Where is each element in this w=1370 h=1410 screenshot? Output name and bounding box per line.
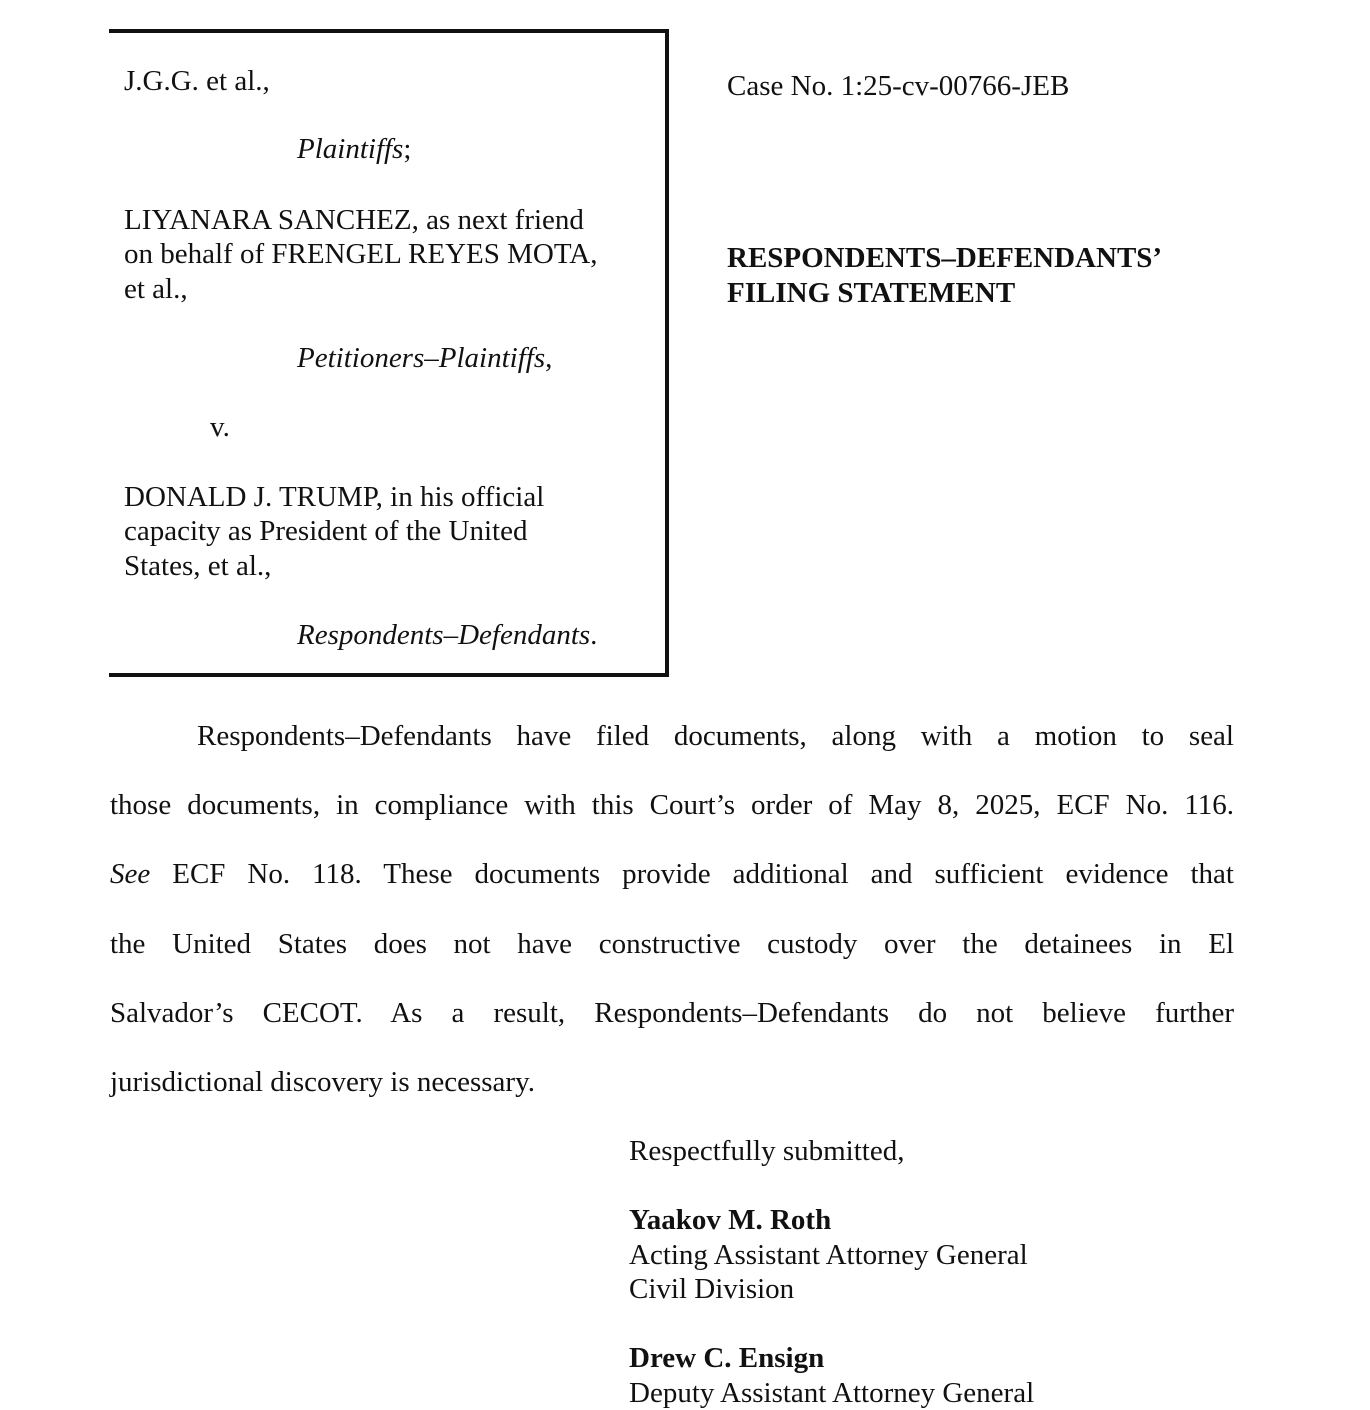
- party-3-role-punct: .: [590, 619, 598, 651]
- party-1-name: J.G.G. et al.,: [124, 65, 270, 97]
- party-3-line-1: DONALD J. TRUMP, in his official: [124, 481, 545, 513]
- signer-1-title-2: Civil Division: [629, 1273, 795, 1305]
- party-3-role-label: Respondents–Defendants: [297, 619, 591, 651]
- body-line-3: [110, 857, 1234, 891]
- party-2-line-3: et al.,: [124, 273, 188, 305]
- body-line-5: Salvador’s CECOT. As a result, Respondents–Defendants do not believe further: [110, 997, 1234, 1029]
- versus-label: v.: [210, 411, 230, 443]
- document-title-line-1: RESPONDENTS–DEFENDANTS’: [727, 242, 1163, 274]
- signer-2-title-1: Deputy Assistant Attorney General: [629, 1377, 1035, 1409]
- party-2-role: [297, 341, 552, 375]
- party-3-role: [297, 618, 597, 652]
- party-3-line-3: States, et al.,: [124, 550, 272, 582]
- body-line-2: those documents, in compliance with this Court’s order of May 8, 2025, ECF No. 116.: [110, 789, 1234, 821]
- body-line-6: jurisdictional discovery is necessary.: [110, 1066, 535, 1098]
- party-1-role-label: Plaintiffs: [297, 133, 404, 165]
- party-2-role-label: Petitioners–Plaintiffs: [297, 342, 546, 374]
- body-line-1: Respondents–Defendants have filed documents, along with a motion to seal: [197, 720, 1234, 752]
- signer-2-name: Drew C. Ensign: [629, 1342, 825, 1374]
- body-line-4: the United States does not have constructive custody over the detainees in El: [110, 928, 1234, 960]
- see-signal: See: [110, 858, 151, 890]
- party-1-role-punct: ;: [403, 133, 412, 165]
- closing-phrase: Respectfully submitted,: [629, 1135, 905, 1167]
- signer-1-title-1: Acting Assistant Attorney General: [629, 1239, 1028, 1271]
- document-title-line-2: FILING STATEMENT: [727, 277, 1016, 309]
- case-number: Case No. 1:25-cv-00766-JEB: [727, 70, 1070, 102]
- signer-1-name: Yaakov M. Roth: [629, 1204, 832, 1236]
- party-2-line-1: LIYANARA SANCHEZ, as next friend: [124, 204, 584, 236]
- body-line-3-text: ECF No. 118. These documents provide additional and sufficient evidence that: [150, 858, 1234, 890]
- party-3-line-2: capacity as President of the United: [124, 515, 528, 547]
- party-1-role: [297, 132, 411, 166]
- party-2-role-punct: ,: [545, 342, 553, 374]
- party-2-line-2: on behalf of FRENGEL REYES MOTA,: [124, 238, 598, 270]
